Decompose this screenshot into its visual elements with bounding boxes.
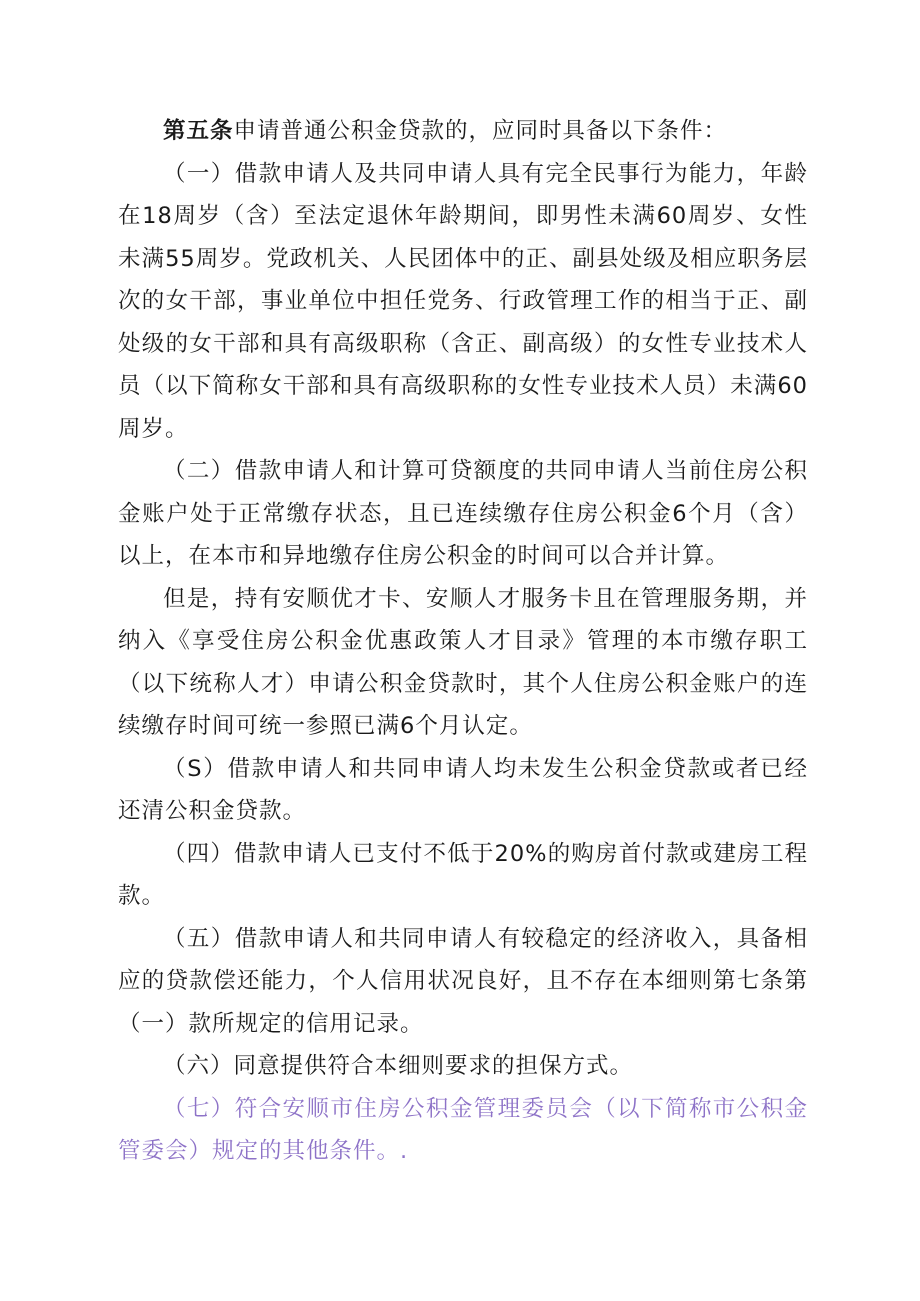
article-number: 第五条	[163, 118, 234, 144]
condition-7-highlighted: （七）符合安顺市住房公积金管理委员会（以下简称市公积金管委会）规定的其他条件。.	[118, 1095, 808, 1164]
article-heading	[118, 110, 808, 153]
article-intro: 申请普通公积金贷款的，应同时具备以下条件：	[233, 118, 728, 144]
condition-3: （S）借款申请人和共同申请人均未发生公积金贷款或者已经还清公积金贷款。	[118, 755, 808, 824]
condition-1: （一）借款申请人及共同申请人具有完全民事行为能力，年龄在18周岁（含）至法定退休年龄期间，即男性未满60周岁、女性未满55周岁。党政机关、人民团体中的正、副县处级及相应职务层次的女干部，事业单位中担任党务、行政管理工作的相当于正、副处级的女干部和具有高级职称（含正、副高级）的女性专业技术人员（以下简称女干部和具有高级职称的女性专业技术人员）未满60周岁。	[118, 160, 808, 442]
condition-4: （四）借款申请人已支付不低于20%的购房首付款或建房工程款。	[118, 840, 808, 909]
condition-2: （二）借款申请人和计算可贷额度的共同申请人当前住房公积金账户处于正常缴存状态，且已连续缴存住房公积金6个月（含）以上，在本市和异地缴存住房公积金的时间可以合并计算。	[118, 458, 808, 569]
condition-2-exception: 但是，持有安顺优才卡、安顺人才服务卡且在管理服务期，并纳入《享受住房公积金优惠政策人才目录》管理的本市缴存职工（以下统称人才）申请公积金贷款时，其个人住房公积金账户的连续缴存时间可统一参照已满6个月认定。	[118, 585, 808, 739]
condition-5: （五）借款申请人和共同申请人有较稳定的经济收入，具备相应的贷款偿还能力，个人信用状况良好，且不存在本细则第七条第（一）款所规定的信用记录。	[118, 925, 808, 1037]
condition-6: （六）同意提供符合本细则要求的担保方式。	[163, 1053, 634, 1079]
document-body	[118, 110, 808, 1173]
